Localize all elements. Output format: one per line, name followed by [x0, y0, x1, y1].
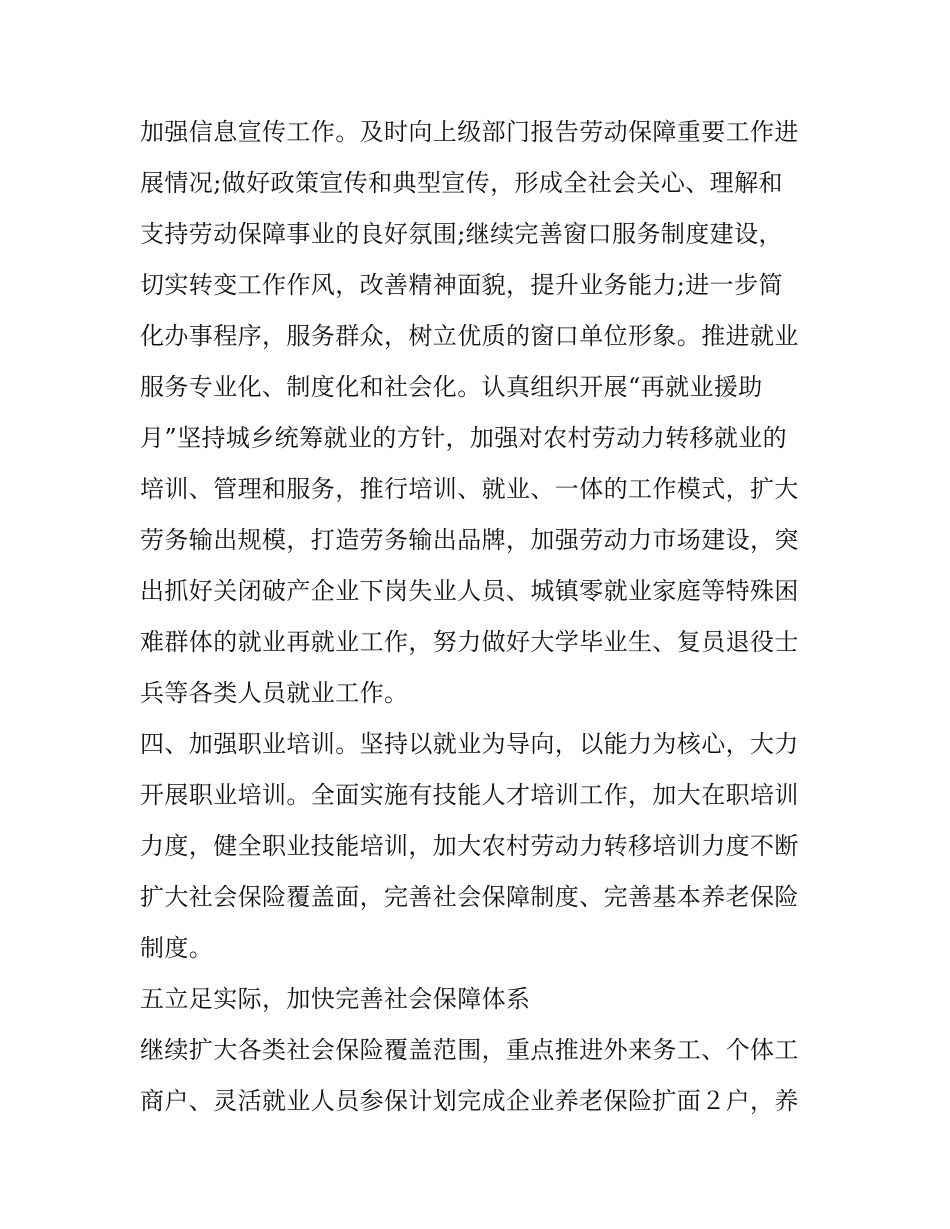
- text-line: 劳务输出规模，打造劳务输出品牌，加强劳动力市场建设，突: [140, 526, 799, 554]
- text-line: 展情况;做好政策宣传和典型宣传，形成全社会关心、理解和: [140, 169, 783, 197]
- text-line: 扩大社会保险覆盖面，完善社会保障制度、完善基本养老保险: [140, 883, 799, 911]
- text-line: 切实转变工作作风，改善精神面貌，提升业务能力;进一步简: [140, 271, 783, 299]
- text-line: 化办事程序，服务群众，树立优质的窗口单位形象。推进就业: [140, 322, 799, 350]
- body-text: [140, 107, 815, 1127]
- text-line: 继续扩大各类社会保险覆盖范围，重点推进外来务工、个体工: [140, 1036, 799, 1064]
- text-line: 制度。: [140, 934, 214, 962]
- text-line: 力度，健全职业技能培训，加大农村劳动力转移培训力度不断: [140, 832, 799, 860]
- section-heading-five: 五立足实际，加快完善社会保障体系: [140, 985, 531, 1013]
- text-line: 服务专业化、制度化和社会化。认真组织开展“再就业援助: [140, 373, 763, 401]
- section-heading-four: 四、加强职业培训。坚持以就业为导向，以能力为核心，大力: [140, 730, 799, 758]
- text-line: 开展职业培训。全面实施有技能人才培训工作，加大在职培训: [140, 781, 799, 809]
- text-line: 兵等各类人员就业工作。: [140, 679, 409, 707]
- text-line: 加强信息宣传工作。及时向上级部门报告劳动保障重要工作进: [140, 118, 799, 146]
- text-line: 出抓好关闭破产企业下岗失业人员、城镇零就业家庭等特殊困: [140, 577, 799, 605]
- text-line: 难群体的就业再就业工作，努力做好大学毕业生、复员退役士: [140, 628, 799, 656]
- text-line: 培训、管理和服务，推行培训、就业、一体的工作模式，扩大: [140, 475, 799, 503]
- text-line: 月”坚持城乡统筹就业的方针，加强对农村劳动力转移就业的: [140, 424, 788, 452]
- text-line: 支持劳动保障事业的良好氛围;继续完善窗口服务制度建设，: [140, 220, 783, 248]
- text-line: 商户、灵活就业人员参保计划完成企业养老保险扩面２户，养: [140, 1087, 799, 1115]
